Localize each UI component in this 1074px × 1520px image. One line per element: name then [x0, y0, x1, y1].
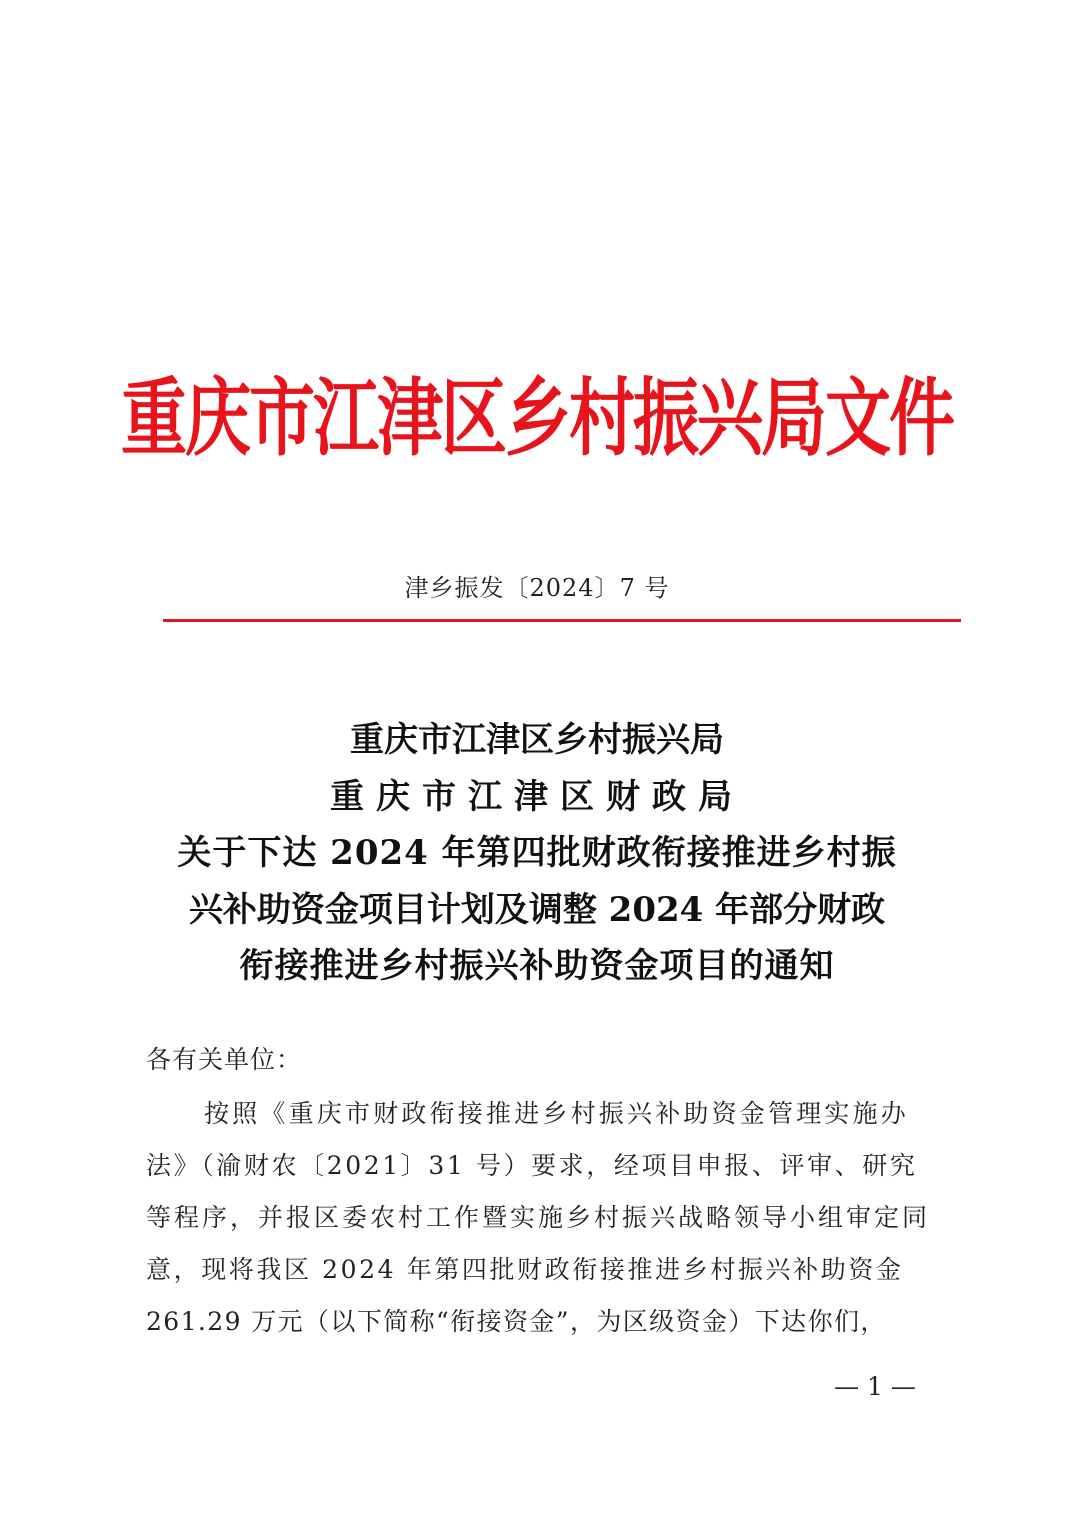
title-line-3: 关于下达 2024 年第四批财政衔接推进乡村振 [177, 833, 897, 873]
title-line-5: 衔接推进乡村振兴补助资金项目的通知 [239, 946, 835, 986]
body-line-2: 法》（渝财农〔2021〕31 号）要求，经项目申报、评审、研究 [146, 1151, 918, 1180]
salutation: 各有关单位： [146, 1045, 303, 1074]
title-issuer-2: 重庆市江津区财政局 [330, 776, 744, 817]
title-issuer-1: 重庆市江津区乡村振兴局 [350, 720, 724, 760]
red-separator-line [163, 619, 961, 622]
notice-title [120, 712, 954, 995]
title-line-4: 兴补助资金项目计划及调整 2024 年部分财政 [188, 889, 886, 930]
body-line-4: 意，现将我区 2024 年第四批财政衔接推进乡村振兴补助资金 [146, 1255, 904, 1284]
body-line-5: 261.29 万元（以下简称“衔接资金”，为区级资金）下达你们， [146, 1307, 887, 1336]
body-line-1: 按照《重庆市财政衔接推进乡村振兴补助资金管理实施办 [204, 1099, 910, 1128]
document-number: 津乡振发〔2024〕7 号 [404, 574, 670, 602]
page-number: — 1 — [834, 1372, 916, 1401]
masthead-title: 重庆市江津区乡村振兴局文件 [121, 368, 953, 468]
body-line-3: 等程序，并报区委农村工作暨实施乡村振兴战略领导小组审定同 [146, 1203, 931, 1232]
